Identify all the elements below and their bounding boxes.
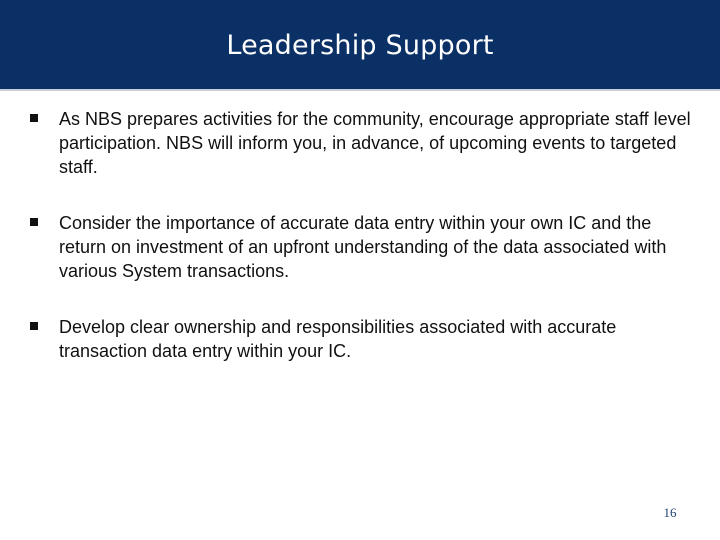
bullet-item	[30, 107, 695, 179]
bullet-text: Develop clear ownership and responsibilities associated with accurate transaction data entry within your IC.	[59, 317, 617, 361]
square-bullet-icon	[30, 218, 38, 226]
bullet-item	[30, 211, 695, 283]
bullet-text: As NBS prepares activities for the community, encourage appropriate staff level participation. NBS will inform you, in advance, of upcoming events to targeted staff.	[59, 109, 691, 177]
bullet-list	[30, 107, 695, 395]
page-number: 16	[663, 505, 677, 520]
square-bullet-icon	[30, 322, 38, 330]
title-bar	[0, 0, 720, 91]
slide-title: Leadership Support	[226, 30, 494, 61]
bullet-text: Consider the importance of accurate data entry within your own IC and the return on investment of an upfront understanding of the data associated with various System transactions.	[59, 213, 667, 281]
bullet-item	[30, 315, 695, 363]
square-bullet-icon	[30, 114, 38, 122]
